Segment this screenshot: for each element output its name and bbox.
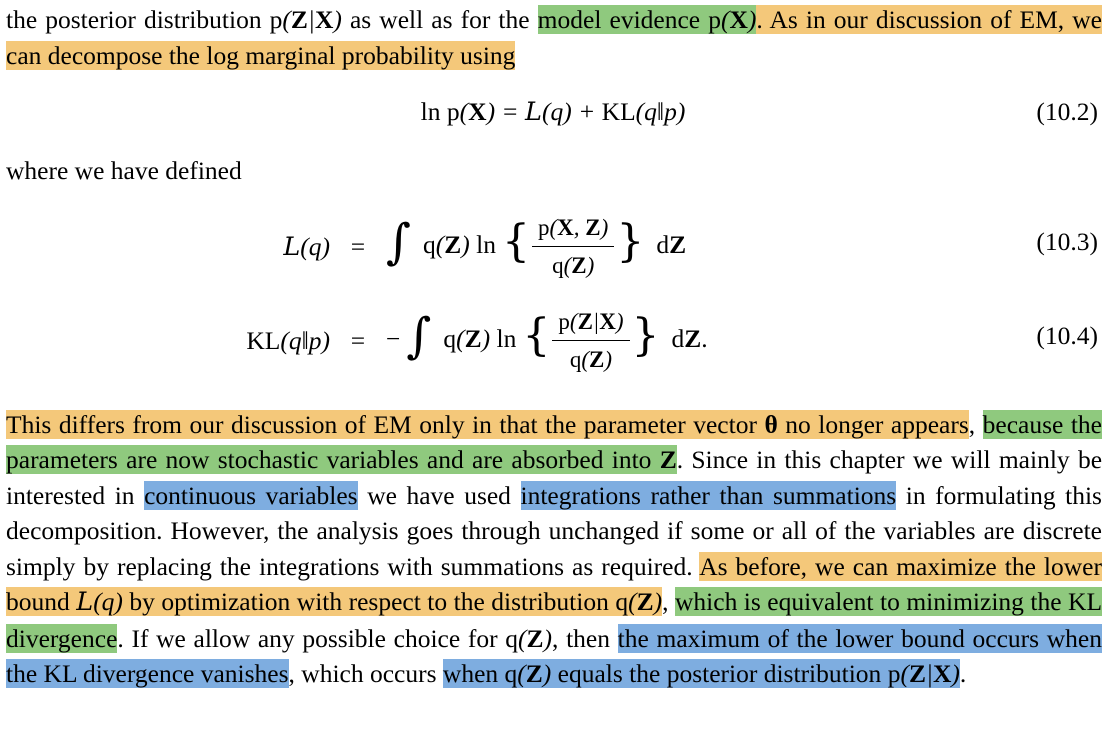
text-segment: as well as for the <box>341 5 538 34</box>
highlight-blue-when-equals: when q(Z) equals the posterior distribution p(Z|X) <box>442 659 960 688</box>
text-segment: the posterior distribution <box>6 5 270 34</box>
equation-10-4-rhs: − ∫ q(Z) ln { $\frac{p(Z|X)}{q(Z)}$ } dZ. <box>386 305 1106 377</box>
highlight-yellow-asinour: . As in our discussion of EM, we can decompose the log marginal probability using <box>6 5 1102 70</box>
equation-10-4-number: (10.4) <box>1036 320 1098 350</box>
highlight-blue-continuous: continuous variables <box>144 480 358 510</box>
equation-10-4-lhs: KL(q‖p) <box>246 325 330 355</box>
math-qZ: q(Z) <box>505 623 553 653</box>
equation-10-2 <box>0 95 1106 129</box>
math-model-evidence: p(X) <box>708 5 757 34</box>
equation-10-3 <box>0 211 1106 283</box>
highlight-yellow-asbefore: As before, we can maximize the lower bound L(q) by optimization with respect to the distribution q(Z) <box>6 551 1102 617</box>
math-lower-bound: L(q) <box>76 587 123 617</box>
highlight-green-equivalent: which is equivalent to minimizing the KL divergence <box>6 587 1103 653</box>
fraction-posterior-over-q: $\frac{p(Z|X)}{q(Z)}$ <box>552 305 629 377</box>
equation-10-3-number: (10.3) <box>1036 226 1098 256</box>
equation-10-2-body: ln p(X) = L(q) + KL(q‖p) <box>420 97 686 127</box>
equation-10-4-relation: = <box>350 325 366 355</box>
integral-sign: ∫ <box>386 214 412 271</box>
equation-10-3-rhs: ∫ q(Z) ln { $\frac{p(X, Z)}{q(Z)}$ } dZ <box>386 211 1106 283</box>
highlight-yellow-differs: This differs from our discussion of EM only in that the parameter vector θ no longer appears <box>6 409 969 439</box>
equation-10-3-lhs: L(q) <box>283 231 330 262</box>
highlight-blue-maximum: the maximum of the lower bound occurs when the KL divergence vanishes <box>6 623 1102 688</box>
math-Z: Z <box>659 445 677 474</box>
integral-sign: ∫ <box>406 308 432 365</box>
math-theta: θ <box>764 409 778 439</box>
paragraph-where-defined <box>0 153 1106 189</box>
math-posterior: p(Z|X) <box>269 5 342 34</box>
math-posterior: p(Z|X) <box>887 659 960 688</box>
math-qZ: q(Z) <box>504 659 552 688</box>
fraction-joint-over-q: $\frac{p(X, Z)}{q(Z)}$ <box>532 211 614 283</box>
highlight-green-because: because the parameters are now stochastic variables and are absorbed into Z <box>6 409 1102 474</box>
text-segment: where we have defined <box>6 156 242 185</box>
highlight-blue-integrations: integrations rather than summations <box>520 480 897 510</box>
paragraph-discussion: This differs from our discussion of EM only in that the parameter vector θ no longer appears, because the parameters are now stochastic variables and are absorbed into Z. Since in this chapter we will mainly be interested in continuous variables we have used integrations rather than summations in formulating this decomposition. However, the analysis goes through unchanged if some or all of the variables are discrete simply by replacing the integrations with summations as required. As before, we can maximize the lower bound L(q) by optimization with respect to the distribution q(Z), which is equivalent to minimizing the KL divergence. If we allow any possible choice for q(Z), then the maximum of the lower bound occurs when the KL divergence vanishes, which occurs when q(Z) equals the posterior distribution p(Z|X). <box>6 409 1103 688</box>
math-qZ: q(Z) <box>615 587 663 616</box>
highlight-green-model-evidence: model evidence p(X) <box>537 5 757 34</box>
equation-10-2-number: (10.2) <box>1036 97 1098 126</box>
equation-10-4 <box>0 305 1106 377</box>
paragraph-intro <box>0 0 1106 73</box>
equation-10-3-relation: = <box>350 231 366 261</box>
